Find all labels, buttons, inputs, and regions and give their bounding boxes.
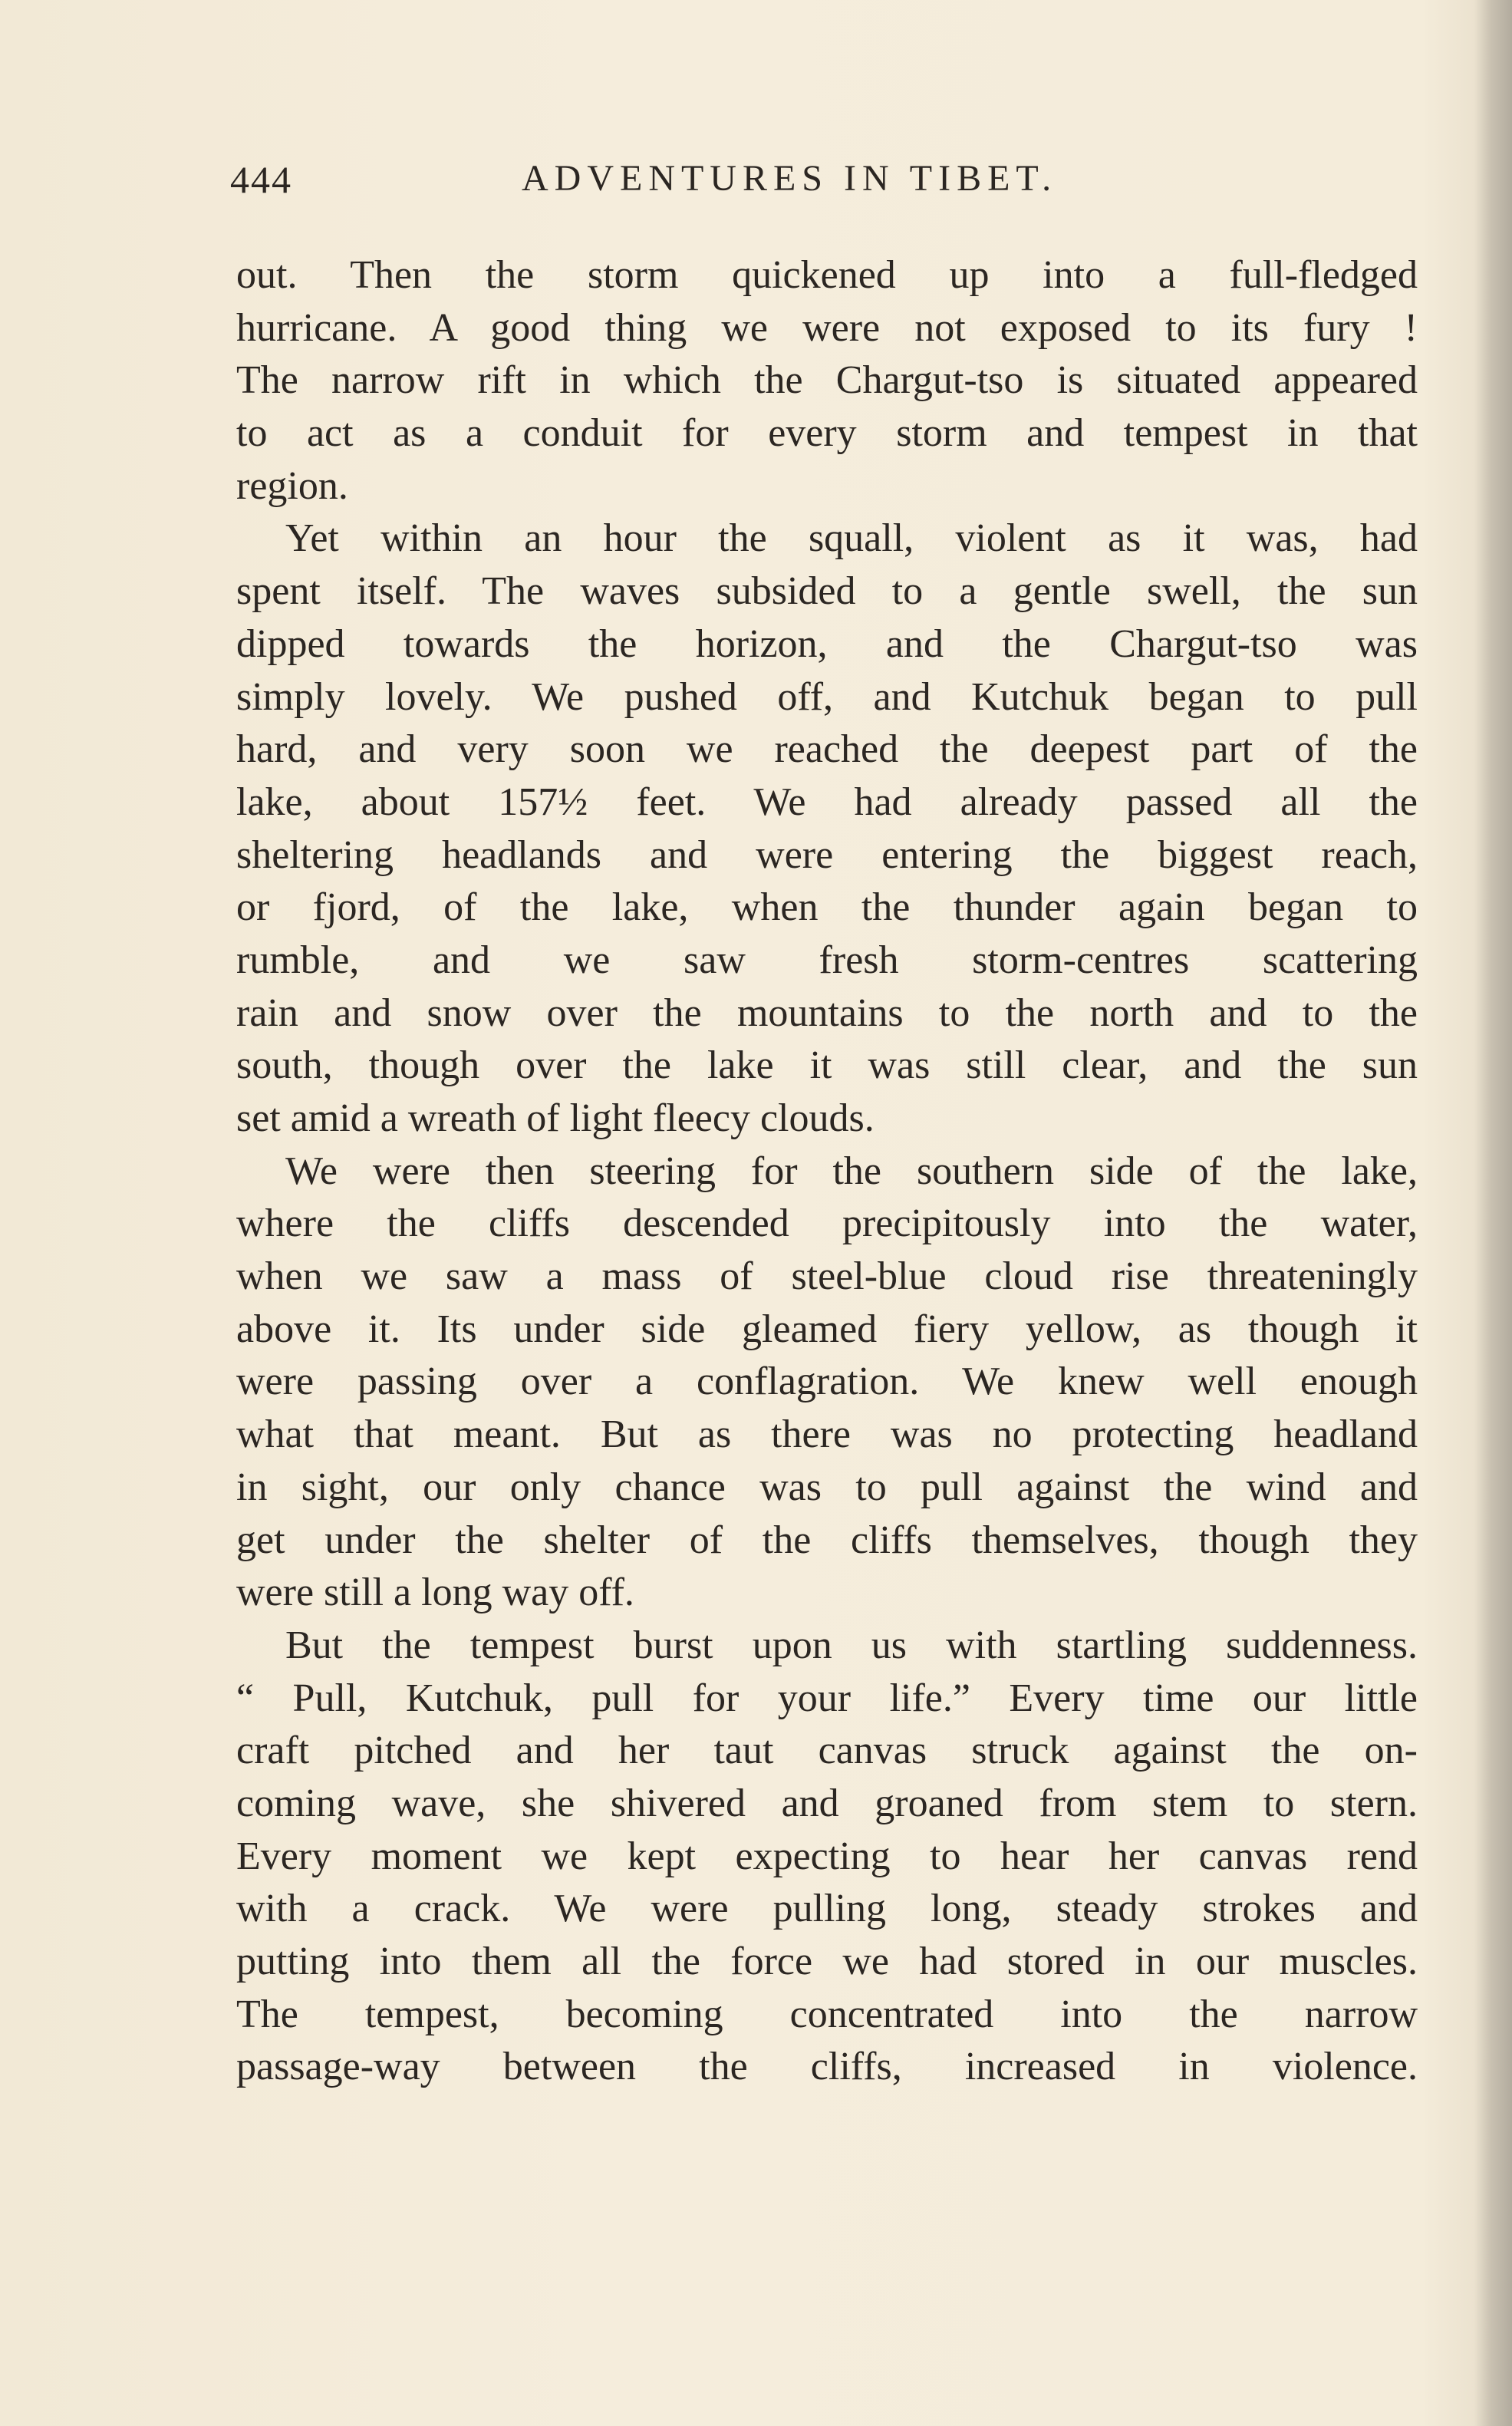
text-line: with a crack. We were pulling long, steady strokes and (236, 1887, 1418, 1931)
body-text (236, 249, 1418, 2094)
text-line: hurricane. A good thing we were not exposed to its fury ! (236, 305, 1418, 350)
text-line: coming wave, she shivered and groaned from stem to stern. (236, 1781, 1418, 1825)
text-line: We were then steering for the southern side of the lake, (285, 1149, 1418, 1193)
text-line: passage-way between the cliffs, increased in violence. (236, 2045, 1418, 2089)
text-line: what that meant. But as there was no protecting headland (236, 1412, 1418, 1457)
text-line: get under the shelter of the cliffs themselves, though they (236, 1518, 1418, 1562)
text-line: craft pitched and her taut canvas struck against the on- (236, 1729, 1418, 1773)
text-line: set amid a wreath of light fleecy clouds. (236, 1096, 875, 1140)
text-line: to act as a conduit for every storm and tempest in that (236, 411, 1418, 456)
text-line: hard, and very soon we reached the deepest part of the (236, 727, 1418, 772)
text-line: lake, about 157½ feet. We had already passed all the (236, 780, 1418, 824)
page-header (230, 157, 1120, 219)
text-line: But the tempest burst upon us with startling suddenness. (285, 1623, 1418, 1667)
text-line: or fjord, of the lake, when the thunder again began to (236, 885, 1418, 930)
running-head: ADVENTURES IN TIBET. (522, 158, 1058, 199)
text-line: Yet within an hour the squall, violent as it was, had (285, 516, 1418, 561)
text-line: out. Then the storm quickened up into a full-fledged (236, 253, 1418, 297)
text-line: where the cliffs descended precipitously into the water, (236, 1201, 1418, 1246)
text-line: sheltering headlands and were entering the biggest reach, (236, 832, 1418, 877)
text-line: spent itself. The waves subsided to a gentle swell, the sun (236, 569, 1418, 614)
text-line: when we saw a mass of steel-blue cloud rise threateningly (236, 1254, 1418, 1299)
text-line: The narrow rift in which the Chargut-tso is situated appeared (236, 358, 1418, 403)
text-line: in sight, our only chance was to pull against the wind and (236, 1465, 1418, 1509)
text-line: “ Pull, Kutchuk, pull for your life.” Every time our little (236, 1676, 1418, 1720)
text-line: The tempest, becoming concentrated into the narrow (236, 1992, 1418, 2036)
text-line: region. (236, 463, 348, 508)
page-number: 444 (230, 158, 292, 201)
text-line: putting into them all the force we had stored in our muscles. (236, 1940, 1418, 1983)
text-line: south, though over the lake it was still clear, and the sun (236, 1043, 1418, 1088)
text-line: rumble, and we saw fresh storm-centres scattering (236, 938, 1418, 982)
text-line: rain and snow over the mountains to the north and to the (236, 991, 1418, 1035)
text-line: Every moment we kept expecting to hear her canvas rend (236, 1834, 1418, 1878)
text-line: were still a long way off. (236, 1571, 634, 1615)
text-line: simply lovely. We pushed off, and Kutchuk began to pull (236, 674, 1418, 719)
text-line: were passing over a conflagration. We knew well enough (236, 1360, 1418, 1404)
text-line: above it. Its under side gleamed fiery yellow, as though it (236, 1307, 1418, 1351)
text-line: dipped towards the horizon, and the Chargut-tso was (236, 621, 1418, 666)
